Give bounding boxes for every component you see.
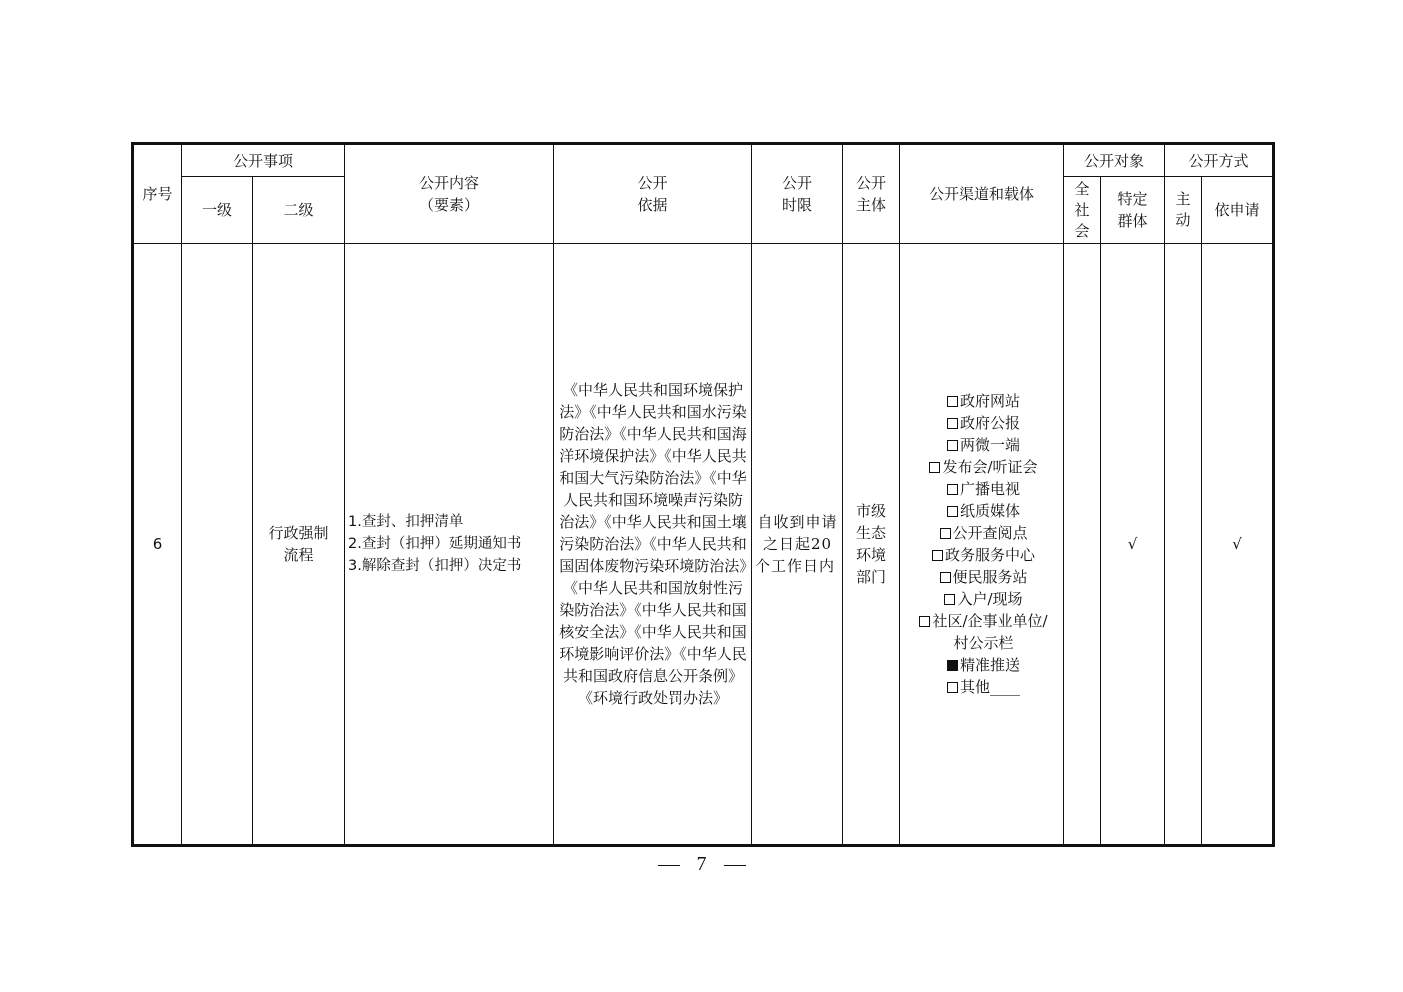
channel-option bbox=[904, 456, 1063, 478]
channel-option-label: 精准推送 bbox=[960, 656, 1021, 674]
header-subject-line1: 公开 bbox=[856, 174, 887, 192]
header-subject bbox=[843, 144, 900, 244]
header-method-active-char2: 动 bbox=[1175, 211, 1191, 229]
header-audience-group: 公开对象 bbox=[1064, 144, 1165, 177]
channel-option bbox=[904, 566, 1063, 588]
page-number-dash-left bbox=[658, 865, 680, 866]
disclosure-table-sheet bbox=[131, 142, 1272, 847]
row-subject bbox=[843, 244, 900, 846]
unchecked-box-icon bbox=[947, 418, 958, 429]
unchecked-box-icon bbox=[919, 616, 930, 627]
header-method-on-request: 依申请 bbox=[1202, 177, 1274, 244]
unchecked-box-icon bbox=[947, 484, 958, 495]
header-level2: 二级 bbox=[253, 177, 345, 244]
row-method-on-request: √ bbox=[1202, 244, 1274, 846]
header-audience-all-char1: 全 bbox=[1074, 179, 1090, 198]
row-subject-line1: 市级 bbox=[856, 502, 887, 520]
header-content-line2: （要素） bbox=[419, 196, 480, 214]
header-method-active-char1: 主 bbox=[1175, 190, 1191, 208]
page-number bbox=[0, 853, 1403, 876]
channel-option-label: 便民服务站 bbox=[952, 568, 1028, 586]
channel-option-label: 社区/企事业单位/ bbox=[932, 612, 1048, 630]
header-deadline-line1: 公开 bbox=[782, 174, 813, 192]
header-deadline-line2: 时限 bbox=[782, 196, 813, 214]
row-seq: 6 bbox=[133, 244, 182, 846]
channel-option-label: 村公示栏 bbox=[953, 634, 1014, 652]
header-audience-specific-line2: 群体 bbox=[1117, 212, 1148, 230]
checked-box-icon bbox=[947, 660, 958, 671]
disclosure-table bbox=[131, 142, 1275, 847]
channel-option-label: 政府网站 bbox=[960, 392, 1021, 410]
row-level2-line1: 行政强制 bbox=[268, 524, 329, 542]
header-level1: 一级 bbox=[182, 177, 253, 244]
channel-option bbox=[904, 654, 1063, 676]
channel-option bbox=[904, 412, 1063, 434]
channel-option-label: 政务服务中心 bbox=[945, 546, 1036, 564]
header-channels: 公开渠道和载体 bbox=[900, 144, 1064, 244]
unchecked-box-icon bbox=[944, 594, 955, 605]
channel-option bbox=[904, 434, 1063, 456]
header-content-line1: 公开内容 bbox=[419, 174, 480, 192]
channel-option-label: 发布会/听证会 bbox=[942, 458, 1038, 476]
header-audience-all-char3: 会 bbox=[1074, 221, 1090, 240]
unchecked-box-icon bbox=[940, 528, 951, 539]
header-items-group: 公开事项 bbox=[182, 144, 345, 177]
channel-option-label: 两微一端 bbox=[960, 436, 1021, 454]
row-level1 bbox=[182, 244, 253, 846]
unchecked-box-icon bbox=[947, 440, 958, 451]
channel-list bbox=[904, 390, 1063, 698]
unchecked-box-icon bbox=[947, 506, 958, 517]
header-method-active bbox=[1165, 177, 1202, 244]
row-channels bbox=[900, 244, 1064, 846]
row-content bbox=[345, 244, 554, 846]
channel-option bbox=[904, 522, 1063, 544]
content-item: 1.查封、扣押清单 bbox=[348, 514, 464, 530]
channel-option-label: 入户/现场 bbox=[957, 590, 1023, 608]
header-basis bbox=[554, 144, 752, 244]
content-item: 2.查封（扣押）延期通知书 bbox=[348, 536, 522, 552]
row-subject-line2: 生态 bbox=[856, 524, 887, 542]
header-method-group: 公开方式 bbox=[1165, 144, 1274, 177]
header-audience-all-char2: 社 bbox=[1074, 200, 1090, 219]
header-deadline bbox=[752, 144, 843, 244]
header-seq: 序号 bbox=[133, 144, 182, 244]
channel-option-label: 广播电视 bbox=[960, 480, 1021, 498]
header-subject-line2: 主体 bbox=[856, 196, 887, 214]
unchecked-box-icon bbox=[947, 396, 958, 407]
row-method-active bbox=[1165, 244, 1202, 846]
unchecked-box-icon bbox=[940, 572, 951, 583]
unchecked-box-icon bbox=[947, 682, 958, 693]
channel-option bbox=[904, 588, 1063, 610]
row-level2 bbox=[253, 244, 345, 846]
channel-option bbox=[904, 500, 1063, 522]
channel-option bbox=[904, 610, 1063, 632]
row-audience-specific: √ bbox=[1101, 244, 1165, 846]
channel-option bbox=[904, 390, 1063, 412]
header-audience-all bbox=[1064, 177, 1101, 244]
content-item: 3.解除查封（扣押）决定书 bbox=[348, 558, 522, 574]
header-basis-line1: 公开 bbox=[637, 174, 668, 192]
channel-option bbox=[904, 676, 1063, 698]
page-number-value: 7 bbox=[696, 853, 707, 875]
header-audience-specific bbox=[1101, 177, 1165, 244]
channel-option bbox=[904, 632, 1063, 654]
row-basis: 《中华人民共和国环境保护法》《中华人民共和国水污染防治法》《中华人民共和国海洋环境保护法》《中华人民共和国大气污染防治法》《中华人民共和国环境噪声污染防治法》《中华人民共和国土壤污染防治法》《中华人民共和国固体废物污染环境防治法》《中华人民共和国放射性污染防治法》《中华人民共和国核安全法》《中华人民共和国环境影响评价法》《中华人民共和国政府信息公开条例》《环境行政处罚办法》 bbox=[554, 244, 752, 846]
channel-option bbox=[904, 478, 1063, 500]
row-deadline: 自收到申请之日起20个工作日内 bbox=[752, 244, 843, 846]
channel-option-label: 其他____ bbox=[960, 678, 1021, 696]
channel-option-label: 公开查阅点 bbox=[952, 524, 1028, 542]
header-basis-line2: 依据 bbox=[637, 196, 668, 214]
channel-option-label: 政府公报 bbox=[960, 414, 1021, 432]
header-content bbox=[345, 144, 554, 244]
channel-option-label: 纸质媒体 bbox=[960, 502, 1021, 520]
page-number-dash-right bbox=[724, 865, 746, 866]
row-audience-all bbox=[1064, 244, 1101, 846]
channel-option bbox=[904, 544, 1063, 566]
unchecked-box-icon bbox=[932, 550, 943, 561]
row-subject-line4: 部门 bbox=[856, 568, 887, 586]
row-level2-line2: 流程 bbox=[283, 546, 314, 564]
header-audience-specific-line1: 特定 bbox=[1117, 190, 1148, 208]
unchecked-box-icon bbox=[929, 462, 940, 473]
table-row bbox=[133, 244, 1274, 846]
row-subject-line3: 环境 bbox=[856, 546, 887, 564]
header-row-1 bbox=[133, 144, 1274, 177]
